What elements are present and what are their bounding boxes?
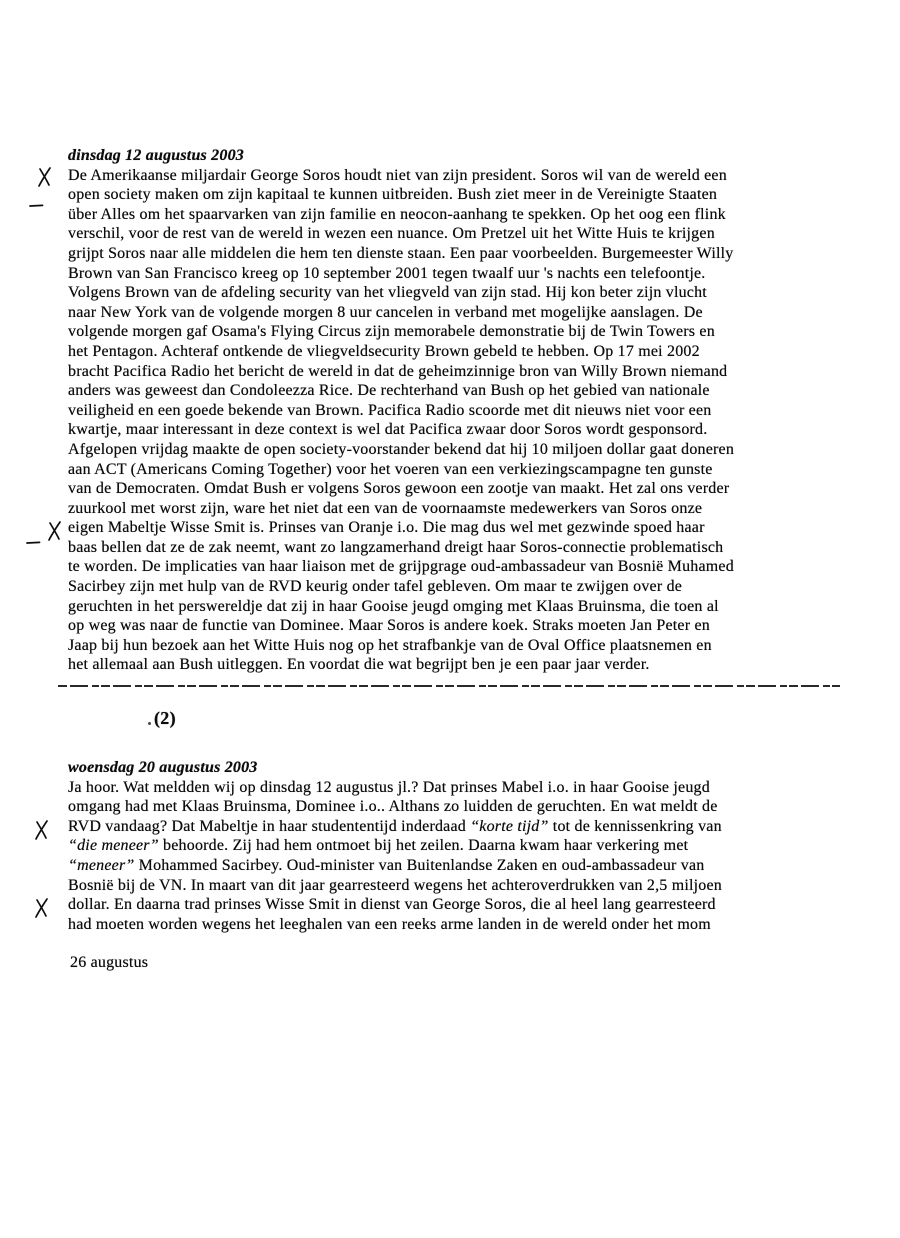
handwritten-x-mark-icon <box>33 896 51 920</box>
text-line: aan ACT (Americans Coming Together) voor het voeren van een verkiezingscampagne ten gunste <box>68 460 713 478</box>
handwritten-x-mark-icon <box>36 165 54 189</box>
text-line: Sacirbey zijn met hulp van de RVD keurig onder tafel gebleven. Om maar te zwijgen over de <box>68 578 683 596</box>
scan-artifact-dot <box>148 722 151 725</box>
text-line: eigen Mabeltje Wisse Smit is. Prinses van Oranje i.o. Die mag dus wel met gezwinde spoed haar <box>68 519 705 537</box>
text-line: RVD vandaag? Dat Mabeltje in haar studententijd inderdaad “korte tijd” tot de kennissenkring van <box>68 817 722 835</box>
entry-1-body <box>68 166 858 675</box>
text-line: Jaap bij hun bezoek aan het Witte Huis nog op het strafbankje van de Oval Office plaatsnemen en <box>68 636 712 654</box>
entry-2-body <box>68 778 858 935</box>
text-line: zuurkool met worst zijn, ware het niet dat een van de voornaamste medewerkers van Soros onze <box>68 499 703 517</box>
text-line: grijpt Soros naar alle middelen die hem ten dienste staan. Een paar voorbeelden. Burgemeester Willy <box>68 244 734 262</box>
text-line: omgang had met Klaas Bruinsma, Dominee i.o.. Althans zo luidden de geruchten. En wat meldt de <box>68 798 718 816</box>
text-line: geruchten in het perswereldje dat zij in haar Gooise jeugd omging met Klaas Bruinsma, die toen al <box>68 597 719 615</box>
diary-entry-1 <box>68 146 858 675</box>
text-line: Ja hoor. Wat meldden wij op dinsdag 12 augustus jl.? Dat prinses Mabel i.o. in haar Gooise jeugd <box>68 778 710 796</box>
text-line: naar New York van de volgende morgen 8 uur cancelen in verband met mogelijke aanslagen. De <box>68 303 703 321</box>
entry-2-date-heading: woensdag 20 augustus 2003 <box>68 759 258 776</box>
text-line: bracht Pacifica Radio het bericht de wereld in dat de geheimzinnige bron van Willy Brown niemand <box>68 362 728 380</box>
text-line: veiligheid en een goede bekende van Brown. Pacifica Radio scoorde met dit nieuws niet voor een <box>68 401 712 419</box>
text-line: volgende morgen gaf Osama's Flying Circus zijn memorabele demonstratie bij de Twin Towers en <box>68 323 715 341</box>
text-line: kwartje, maar interessant in deze context is wel dat Pacifica zwaar door Soros wordt gesponsord. <box>68 421 708 439</box>
text-line: Afgelopen vrijdag maakte de open society-voorstander bekend dat hij 10 miljoen dollar gaat doneren <box>68 440 735 458</box>
text-line: “meneer” Mohammed Sacirbey. Oud-minister van Buitenlandse Zaken en oud-ambassadeur van <box>68 856 705 874</box>
text-line: De Amerikaanse miljardair George Soros houdt niet van zijn president. Soros wil van de wereld een <box>68 166 727 184</box>
page-number-marker: (2) <box>154 708 176 728</box>
text-line: Brown van San Francisco kreeg op 10 september 2001 tegen twaalf uur 's nachts een telefoontje. <box>68 264 706 282</box>
handwritten-dash-mark-icon <box>26 539 41 547</box>
text-line: anders was geweest dan Condoleezza Rice. De rechterhand van Bush op het gebied van nationale <box>68 382 710 400</box>
entry-1-date-heading: dinsdag 12 augustus 2003 <box>68 147 244 164</box>
handwritten-x-mark-icon <box>46 519 64 543</box>
text-line: über Alles om het spaarvarken van zijn familie en neocon-aanhang te spekken. Op het oog een flink <box>68 205 726 223</box>
diary-entry-2 <box>68 758 858 934</box>
text-line: het Pentagon. Achteraf ontkende de vliegveldsecurity Brown gebeld te hebben. Op 17 mei 2002 <box>68 342 700 360</box>
text-line: op weg was naar de functie van Dominee. Maar Soros is andere koek. Straks moeten Jan Peter en <box>68 617 710 635</box>
text-line: “die meneer” behoorde. Zij had hem ontmoet bij het zeilen. Daarna kwam haar verkering met <box>68 837 689 855</box>
text-line: verschil, voor de rest van de wereld in wezen een nuance. Om Pretzel uit het Witte Huis te krijgen <box>68 225 715 243</box>
footer-date-note: 26 augustus <box>70 954 149 971</box>
text-line: Volgens Brown van de afdeling security van het vliegveld van zijn stad. Hij kon beter zijn vlucht <box>68 284 707 302</box>
text-line: het allemaal aan Bush uitleggen. En voordat die wat begrijpt ben je een paar jaar verder. <box>68 656 650 674</box>
text-line: open society maken om zijn kapitaal te kunnen uitbreiden. Bush ziet meer in de Vereinigte Staaten <box>68 186 718 204</box>
text-line: te worden. De implicaties van haar liaison met de grijpgrage oud-ambassadeur van Bosnië Muhamed <box>68 558 734 576</box>
text-line: van de Democraten. Omdat Bush er volgens Soros gewoon een zootje van maakt. Het zal ons verder <box>68 480 730 498</box>
text-line: baas bellen dat ze de zak neemt, want zo langzamerhand dreigt haar Soros-connectie problematisch <box>68 538 724 556</box>
text-line: dollar. En daarna trad prinses Wisse Smit in dienst van George Soros, die al heel lang gearresteerd <box>68 896 716 914</box>
handwritten-dash-mark-icon <box>29 202 44 210</box>
text-line: had moeten worden wegens het leeghalen van een reeks arme landen in de wereld onder het mom <box>68 915 711 933</box>
text-line: Bosnië bij de VN. In maart van dit jaar gearresteerd wegens het achteroverdrukken van 2,5 miljoen <box>68 876 722 894</box>
handwritten-x-mark-icon <box>33 818 51 842</box>
dashed-separator-rule <box>58 685 840 687</box>
